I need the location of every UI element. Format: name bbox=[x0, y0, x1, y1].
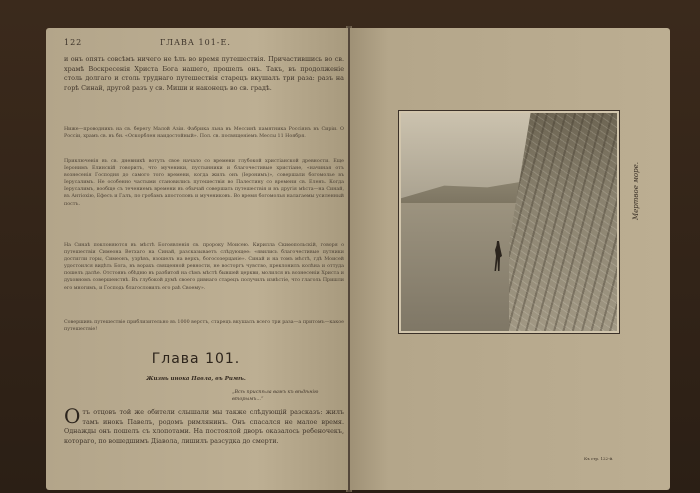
chapter-title: Глава 101. bbox=[151, 351, 241, 367]
paragraph-1: и онъ опять совсѣмъ ничего не ѣлъ во время путешествія. Причастившись во св. храмѣ Воскресенія Христа Бога нашего, прошелъ онъ. Такъ, въ продолженіе столь долгаго и столь труднаго путешествія старецъ вкушалъ три раза: разъ на горѣ Синай, другой разъ у св. Миши и наконецъ во св. градѣ. bbox=[64, 55, 344, 92]
paragraph-5: Совершивъ путешествіе приблизительно въ 1000 верстъ, старецъ вкушалъ всего три раза—а притомъ—какое путешествіе! bbox=[64, 320, 344, 333]
page-number: 122 bbox=[64, 38, 83, 47]
photo-plate bbox=[398, 110, 620, 334]
paragraph-2: Ниже—проводникъ на св. берегу Малой Азіи. Фабрика льна въ Мессинѣ памятника Россіянъ въ Сиріи. О Россіи, храмъ св. въ бн. «Оскорблен наидостойный». Пол. св. посвященіемъ Мессы 11 Ноября. bbox=[64, 127, 344, 140]
epigraph: „Всѣ приспѣла вамъ къ вѣдѣнію вторымъ...“ bbox=[232, 390, 319, 402]
paragraph-3: Приключенія въ св. дневникѣ вотуть свое начало со времени глубокой христіанской древности. Еще Іеронимъ Елинскій говоритъ, что мученики, пустынники и благочестивые христіане, «начиная отъ вознесенія Господня до самого того времени, когда жилъ онъ (Іеронимъ)», совершали богомолье въ Іерусалимъ. Не особенно частыми становились путешествія во Палестину со времени св. Еленъ. Когда Іерусалимъ, вообще съ течениемъ времени въ обычай совершать путешествія и въ другія мѣста—на Синай, въ Антіохію, Ефесъ и Галъ, по гробамъ апостоловъ и мучениковъ. Во время богомолья налагаемы усиленный постъ. bbox=[64, 159, 344, 207]
chapter-subtitle: Жизнь инока Павла, въ Римѣ. bbox=[146, 376, 246, 382]
dead-sea-photo bbox=[401, 113, 617, 331]
drop-cap: О bbox=[64, 404, 81, 428]
running-head: ГЛАВА 101-Е. bbox=[160, 38, 231, 47]
photo-shore bbox=[509, 113, 617, 331]
plate-reference: Къ стр. 122-й. bbox=[584, 456, 614, 461]
left-page bbox=[46, 28, 348, 490]
paragraph-6 bbox=[64, 404, 344, 446]
paragraph-6-text: тъ отцовъ той же обители слышали мы также слѣдующій разсказъ: жилъ тамъ инокъ Павелъ, родомъ римлянинъ. Онъ спасался не малое время. Однажды онъ пошелъ съ хлопотами. На постоялой дворъ оказалось ребеночекъ, котораго, по вошедшимъ Діавола, лишилъ разсудка до смерти. bbox=[64, 408, 344, 445]
photo-caption: Мертвое море. bbox=[632, 162, 640, 220]
paragraph-4: На Синаѣ поклоняются въ мѣстѣ Богоявленія св. пророку Моисею. Кирилла Скиѳопольскій, говоря о путешествіи Симеона Ветхаго на Синай, разсказываетъ слѣдующее: «явились благочестивые путники достигли горы, Симеонъ, узрѣвъ, взошелъ на верхъ, богосозерцаніе». Синай и на томъ мѣстѣ, гдѣ Моисей удостоился видѣть Бога, въ ворахъ священной ревности, не восторгъ чувство, преклонилъ колѣна и оттуда пошелъ далѣе. Отстоявъ обѣдню въ разбитой на сѣмъ мѣстѣ бывшей церкви, молился въ вознесеніи Христа и духовномъ совершенствѣ. Въ глубокой думѣ своего дивнаго старецъ получилъ извѣстіе, что глаголь Пришли его многимъ, и Господь благословилъ его раѣ Своему». bbox=[64, 243, 344, 291]
